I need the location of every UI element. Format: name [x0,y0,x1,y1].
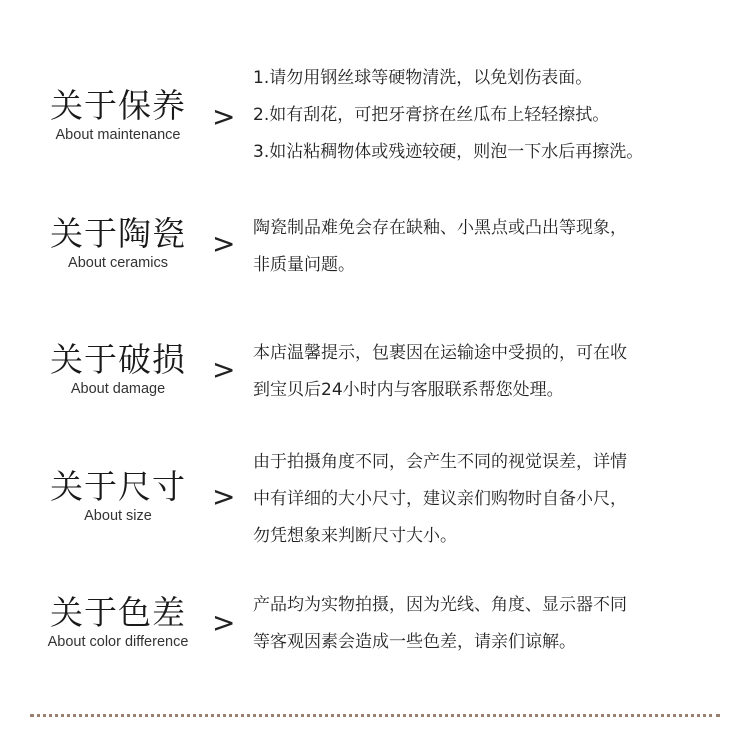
section-title-cn: 关于保养 [50,86,186,125]
chevron-right-icon: > [212,606,236,639]
chevron-right-icon: > [212,100,236,133]
section-description [253,335,743,409]
section-title-en: About color difference [47,634,189,650]
section-description [253,60,743,171]
section-title-en: About size [84,508,152,524]
section-title-en: About maintenance [55,127,181,143]
section-description [253,444,743,555]
description-line: 勿凭想象来判断尺寸大小。 [253,526,457,546]
chevron-right-icon: > [212,227,236,260]
description-line: 本店温馨提示，包裹因在运输途中受损的，可在收 [253,343,627,363]
description-line: 3.如沾粘稠物体或残迹较硬，则泡一下水后再擦洗。 [253,142,644,162]
section-description [253,587,743,661]
section-title-cn: 关于破损 [50,340,186,379]
description-line: 2.如有刮花，可把牙膏挤在丝瓜布上轻轻擦拭。 [253,105,610,125]
section-title-en: About damage [70,381,166,397]
description-line: 等客观因素会造成一些色差，请亲们谅解。 [253,632,576,652]
description-line: 1.请勿用钢丝球等硬物清洗，以免划伤表面。 [253,68,593,88]
description-line: 由于拍摄角度不同，会产生不同的视觉误差，详情 [253,452,627,472]
section-title [0,467,236,525]
section-title-en: About ceramics [68,255,168,271]
description-line: 产品均为实物拍摄，因为光线、角度、显示器不同 [253,595,627,615]
description-line: 陶瓷制品难免会存在缺釉、小黑点或凸出等现象， [253,218,627,238]
dotted-divider [30,714,720,717]
section-title-cn: 关于尺寸 [50,467,186,506]
description-line: 中有详细的大小尺寸，建议亲们购物时自备小尺， [253,489,627,509]
chevron-right-icon: > [212,353,236,386]
section-title [0,593,236,651]
description-line: 非质量问题。 [253,255,355,275]
section-title-cn: 关于色差 [50,593,186,632]
section-title [0,214,236,272]
chevron-right-icon: > [212,480,236,513]
section-title [0,86,236,144]
description-line: 到宝贝后24小时内与客服联系帮您处理。 [253,380,564,400]
section-title-cn: 关于陶瓷 [50,214,186,253]
section-description [253,210,743,284]
section-title [0,340,236,398]
